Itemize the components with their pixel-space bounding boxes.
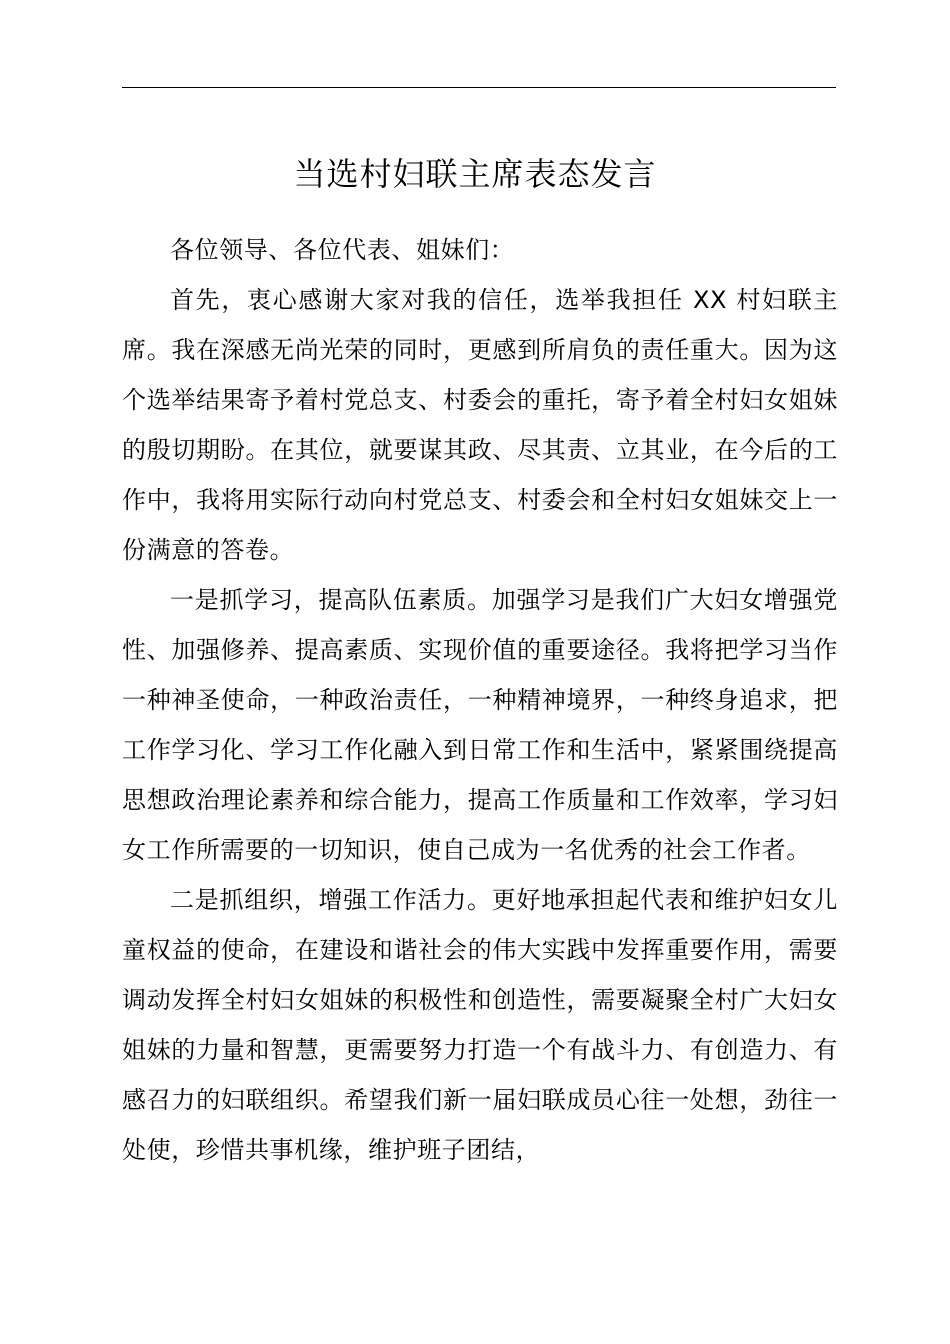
document-title: 当选村妇联主席表态发言 [293, 155, 657, 193]
header-rule [122, 87, 836, 88]
salutation: 各位领导、各位代表、姐妹们： [170, 236, 515, 264]
paragraph-organization: 二是抓组织，增强工作活力。更好地承担起代表和维护妇女儿童权益的使命，在建设和谐社会的伟大实践中发挥重要作用，需要调动发挥全村妇女姐妹的积极性和创造性，需要凝聚全村广大妇女姐妹的力量和智慧，更需要努力打造一个有战斗力、有创造力、有感召力的妇联组织。希望我们新一届妇联成员心往一处想，劲往一处使，珍惜共事机缘，维护班子团结， [122, 886, 838, 1164]
paragraph-intro: 首先，衷心感谢大家对我的信任，选举我担任 XX 村妇联主席。我在深感无尚光荣的同时，更感到所肩负的责任重大。因为这个选举结果寄予着村党总支、村委会的重托，寄予着全村妇女姐妹的殷切期盼。在其位，就要谋其政、尽其责、立其业，在今后的工作中，我将用实际行动向村党总支、村委会和全村妇女姐妹交上一份满意的答卷。 [122, 286, 838, 564]
document-body [122, 225, 838, 1175]
paragraph-study: 一是抓学习，提高队伍素质。加强学习是我们广大妇女增强党性、加强修养、提高素质、实现价值的重要途径。我将把学习当作一种神圣使命，一种政治责任，一种精神境界，一种终身追求，把工作学习化、学习工作化融入到日常工作和生活中，紧紧围绕提高思想政治理论素养和综合能力，提高工作质量和工作效率，学习妇女工作所需要的一切知识，使自己成为一名优秀的社会工作者。 [122, 586, 838, 864]
